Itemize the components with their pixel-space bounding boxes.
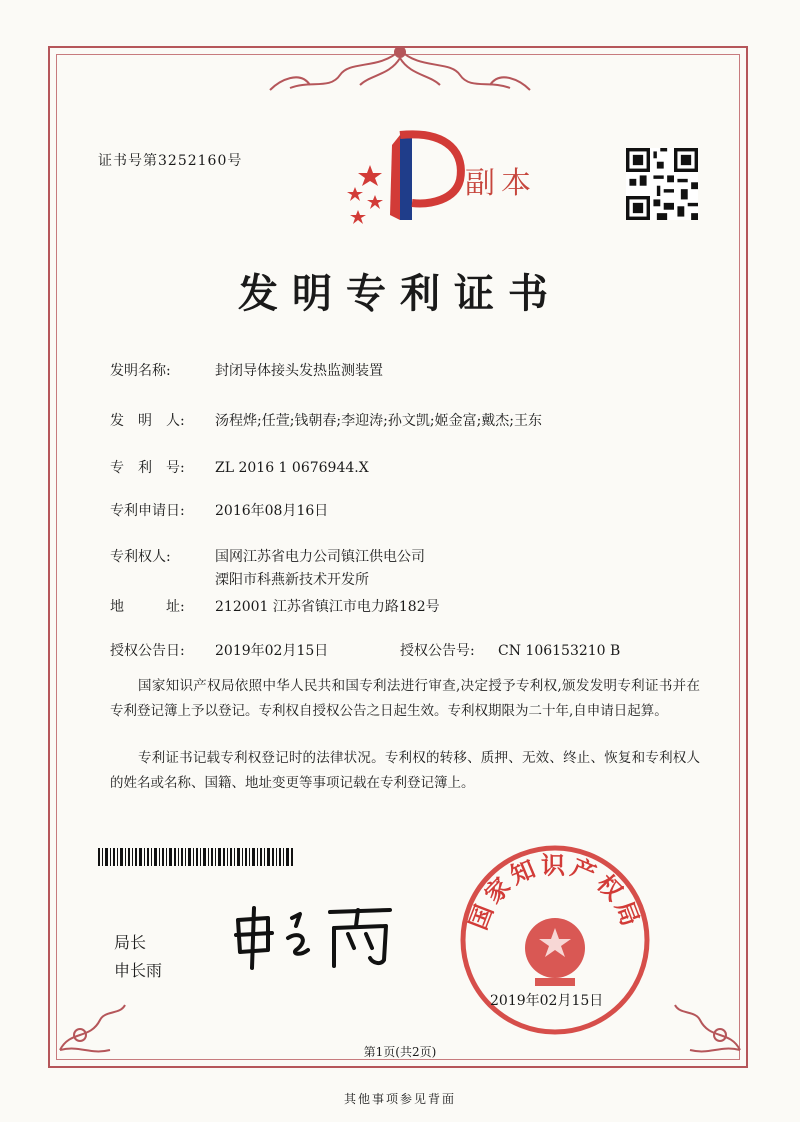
invention-name-field	[110, 360, 383, 380]
director-title: 局长	[114, 933, 147, 952]
seal-text: 国家知识产权局	[464, 851, 646, 934]
director-name: 申长雨	[114, 961, 163, 980]
inventors-value: 汤程烨;任萱;钱朝春;李迎涛;孙文凯;姬金富;戴杰;王东	[215, 413, 543, 429]
footer-note: 其他事项参见背面	[343, 1092, 456, 1106]
grant-date-value: 2019年02月15日	[215, 643, 329, 659]
patentee-label: 专利权人:	[110, 549, 171, 565]
inventors-label: 发 明 人:	[110, 413, 185, 429]
grant-number-value: CN 106153210 B	[498, 643, 621, 659]
patent-number-value: ZL 2016 1 0676944.X	[215, 460, 369, 476]
certificate-number: 证书号第3252160号	[98, 153, 243, 169]
patentee-field-line2	[215, 569, 369, 589]
grant-date-field	[110, 640, 328, 660]
top-ornament-icon	[250, 40, 550, 100]
grant-paragraph: 国家知识产权局依照中华人民共和国专利法进行审查,决定授予专利权,颁发发明专利证书并在专利登记簿上予以登记。专利权自授权公告之日起生效。专利权期限为二十年,自申请日起算。	[110, 678, 700, 719]
invention-name-value: 封闭导体接头发热监测装置	[215, 363, 383, 379]
patent-number-field	[110, 457, 369, 477]
patentee-field	[110, 546, 425, 566]
address-label: 地 址:	[110, 599, 185, 615]
address-field	[110, 596, 440, 616]
page-title: 发明专利证书	[238, 271, 562, 317]
invention-name-label: 发明名称:	[110, 363, 171, 379]
qr-code-icon	[626, 148, 698, 220]
grant-number-field	[400, 640, 620, 660]
signature-icon	[230, 900, 410, 970]
copy-mark: 副本	[465, 166, 537, 201]
legal-status-paragraph: 专利证书记载专利权登记时的法律状况。专利权的转移、质押、无效、终止、恢复和专利权人的姓名或名称、国籍、地址变更等事项记载在专利登记簿上。	[110, 750, 700, 791]
inventors-field	[110, 410, 542, 430]
official-seal-icon	[455, 840, 655, 1040]
patent-number-label: 专 利 号:	[110, 460, 185, 476]
application-date-value: 2016年08月16日	[215, 503, 329, 519]
patentee-value-2: 溧阳市科燕新技术开发所	[215, 572, 369, 588]
seal-date: 2019年02月15日	[490, 993, 604, 1009]
application-date-field	[110, 500, 328, 520]
barcode-icon	[98, 848, 293, 866]
page-number: 第1页(共2页)	[363, 1045, 437, 1059]
patentee-value-1: 国网江苏省电力公司镇江供电公司	[215, 549, 425, 565]
address-value: 212001 江苏省镇江市电力路182号	[215, 599, 440, 615]
application-date-label: 专利申请日:	[110, 503, 185, 519]
grant-number-label: 授权公告号:	[400, 643, 475, 659]
grant-date-label: 授权公告日:	[110, 643, 185, 659]
